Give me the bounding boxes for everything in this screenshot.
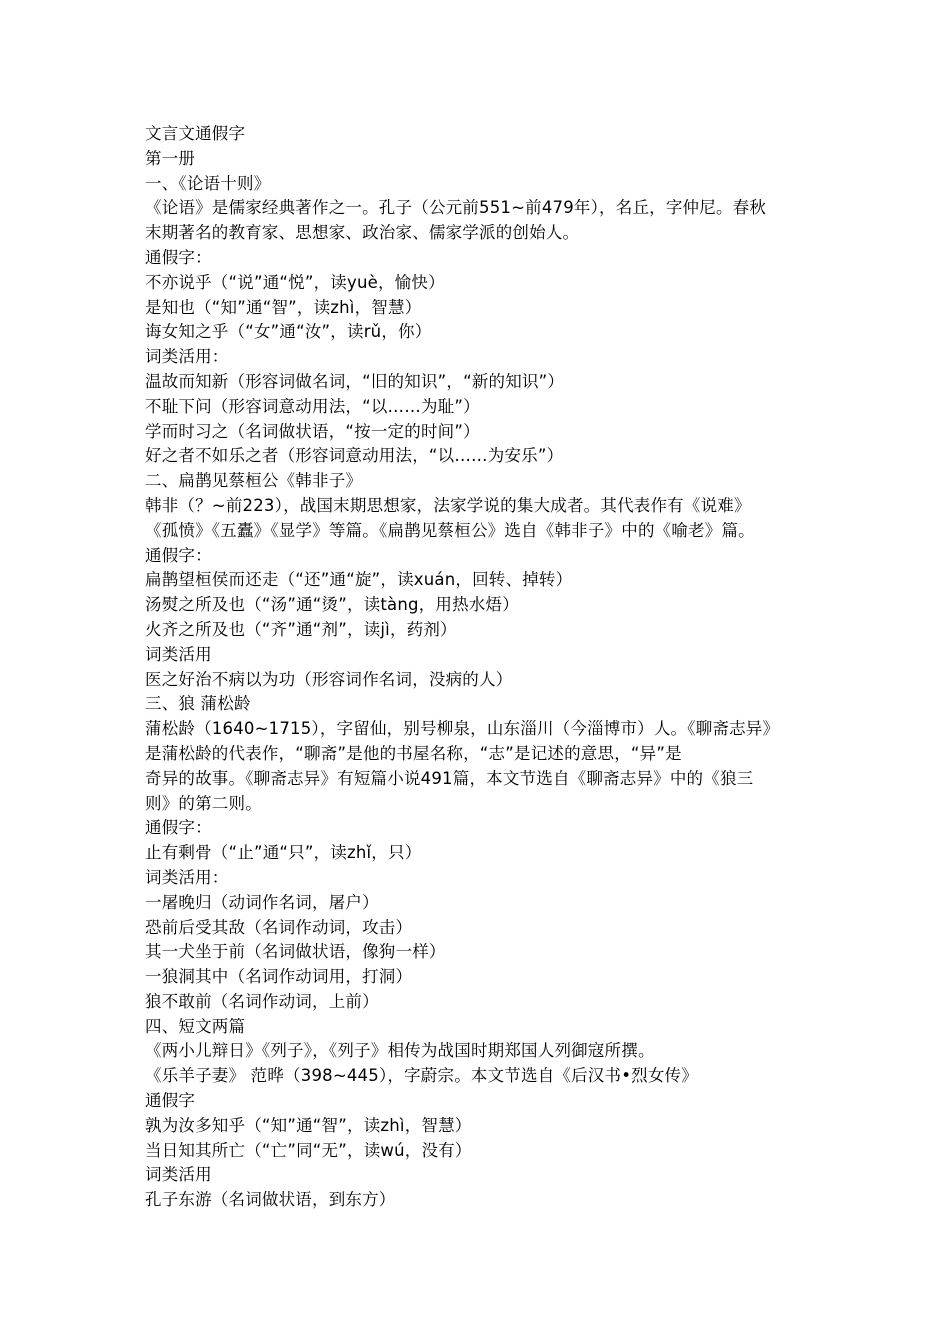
text-line: 医之好治不病以为功（形容词作名词，没病的人） <box>145 669 513 689</box>
text-line: 好之者不如乐之者（形容词意动用法，“以……为安乐”） <box>145 446 564 466</box>
text-line: 蒲松龄（1640~1715），字留仙，别号柳泉，山东淄川（今淄博市）人。《聊斋志异》 <box>145 719 780 739</box>
text-line: 温故而知新（形容词做名词，“旧的知识”，“新的知识”） <box>145 371 565 391</box>
text-line: 火齐之所及也（“齐”通“剂”，读jì，药剂） <box>145 619 457 639</box>
text-line: 一屠晚归（动词作名词，屠户） <box>145 892 379 912</box>
text-line: 诲女知之乎（“女”通“汝”，读rǔ，你） <box>145 322 432 342</box>
text-line: 孔子东游（名词做状语，到东方） <box>145 1190 396 1210</box>
subheading: 通假字： <box>145 545 212 565</box>
document-title: 文言文通假字 <box>145 124 246 143</box>
text-line: 是蒲松龄的代表作，“聊斋”是他的书屋名称，“志”是记述的意思，“异”是 <box>145 743 682 763</box>
text-line: 《孤愤》《五蠹》《显学》等篇。《扁鹊见蔡桓公》选自《韩非子》中的《喻老》篇。 <box>145 520 755 540</box>
subheading: 通假字： <box>145 818 212 838</box>
text-line: 不耻下问（形容词意动用法，“以……为耻”） <box>145 396 480 416</box>
text-line: 孰为汝多知乎（“知”通“智”，读zhì，智慧） <box>145 1115 472 1135</box>
text-line: 恐前后受其敌（名词作动词，攻击） <box>145 917 413 937</box>
text-line: 狼不敢前（名词作动词，上前） <box>145 991 379 1011</box>
text-line: 是知也（“知”通“智”，读zhì，智慧） <box>145 297 422 317</box>
text-line: 则》的第二则。 <box>145 793 262 813</box>
subheading: 词类活用： <box>145 347 229 367</box>
text-line: 汤熨之所及也（“汤”通“烫”，读tàng，用热水焐） <box>145 595 519 615</box>
text-line: 扁鹊望桓侯而还走（“还”通“旋”，读xuán，回转、掉转） <box>145 570 573 590</box>
text-line: 《论语》是儒家经典著作之一。孔子（公元前551~前479年），名丘，字仲尼。春秋 <box>145 198 767 218</box>
text-line: 止有剩骨（“止”通“只”，读zhǐ，只） <box>145 843 422 863</box>
subheading: 词类活用： <box>145 867 229 887</box>
text-line: 一狼洞其中（名词作动词用，打洞） <box>145 967 413 987</box>
text-line: 末期著名的教育家、思想家、政治家、儒家学派的创始人。 <box>145 223 580 243</box>
text-line: 学而时习之（名词做状语，“按一定的时间”） <box>145 421 480 441</box>
text-line: 《乐羊子妻》 范晔（398~445），字蔚宗。本文节选自《后汉书•烈女传》 <box>145 1066 698 1086</box>
document-body <box>145 122 815 1213</box>
text-line: 当日知其所亡（“亡”同“无”，读wú，没有） <box>145 1140 472 1160</box>
subheading: 词类活用 <box>145 1165 212 1185</box>
section-heading: 四、短文两篇 <box>145 1016 246 1036</box>
section-heading: 三、狼 蒲松龄 <box>145 694 251 714</box>
text-line: 不亦说乎（“说”通“悦”，读yuè，愉快） <box>145 272 445 292</box>
subheading: 词类活用 <box>145 644 212 664</box>
section-heading: 二、扁鹊见蔡桓公《韩非子》 <box>145 471 363 491</box>
text-line: 奇异的故事。《聊斋志异》有短篇小说491篇，本文节选自《聊斋志异》中的《狼三 <box>145 768 754 788</box>
text-line: 韩非（？~前223），战国末期思想家，法家学说的集大成者。其代表作有《说难》 <box>145 495 751 515</box>
subheading: 通假字： <box>145 247 212 267</box>
volume-heading: 第一册 <box>145 148 196 168</box>
text-line: 《两小儿辩日》《列子》，《列子》相传为战国时期郑国人列御寇所撰。 <box>145 1041 655 1061</box>
text-line: 其一犬坐于前（名词做状语，像狗一样） <box>145 942 446 962</box>
subheading: 通假字 <box>145 1091 196 1111</box>
section-heading: 一、《论语十则》 <box>145 173 271 193</box>
